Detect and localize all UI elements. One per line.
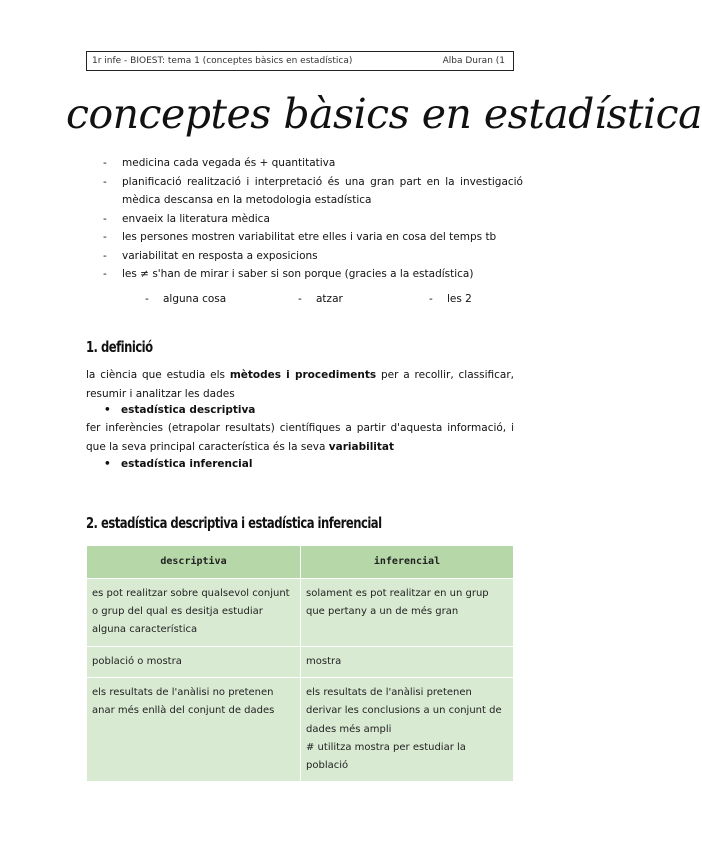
sub-item: - alguna cosa	[145, 293, 227, 305]
bold-text: mètodes i procediments	[229, 369, 377, 381]
table-cell: els resultats de l'anàlisi no pretenen anar més enllà del conjunt de dades	[87, 678, 301, 782]
table-row	[87, 579, 514, 647]
page-title: conceptes bàsics en estadística	[66, 90, 702, 138]
page-header	[86, 51, 514, 71]
bullet-descriptiva: • estadística descriptiva	[104, 404, 256, 416]
table-cell: població o mostra	[87, 647, 301, 678]
text-run: la ciència que estudia els	[86, 369, 230, 381]
sub-item: - les 2	[429, 293, 472, 305]
sub-item-label: les 2	[447, 293, 472, 305]
comparison-table	[86, 545, 514, 782]
cell-note: # utilitza mostra per estudiar la població	[306, 741, 466, 772]
list-item: - variabilitat en resposta a exposicions	[103, 247, 523, 266]
sub-item: - atzar	[298, 293, 343, 305]
inferential-paragraph	[86, 419, 514, 456]
table-header: descriptiva	[87, 546, 301, 579]
section-heading-comparison: 2. estadística descriptiva i estadística inferencial	[86, 514, 382, 532]
header-author: Alba Duran (1	[442, 56, 505, 66]
list-item: - envaeix la literatura mèdica	[103, 210, 523, 229]
intro-list	[103, 154, 523, 284]
table-row	[87, 678, 514, 782]
table-cell	[301, 678, 514, 782]
text-run: fer inferències (etrapolar resultats) científiques a partir d'aquesta informació, i que la seva principal característica és la seva	[86, 422, 514, 453]
list-item: - planificació realització i interpretació és una gran part en la investigació mèdica descansa en la metodologia estadística	[103, 173, 523, 210]
sub-item-label: atzar	[316, 293, 343, 305]
table-cell: mostra	[301, 647, 514, 678]
bold-text: variabilitat	[328, 440, 395, 453]
bullet-label: estadística descriptiva	[121, 404, 256, 416]
list-item: - les ≠ s'han de mirar i saber si son porque (gracies a la estadística)	[103, 265, 523, 284]
bullet-label: estadística inferencial	[121, 458, 253, 470]
section-heading-definicio: 1. definició	[86, 338, 153, 356]
table-cell: es pot realitzar sobre qualsevol conjunt o grup del qual es desitja estudiar alguna característica	[87, 579, 301, 647]
list-item: - les persones mostren variabilitat etre elles i varia en cosa del temps tb	[103, 228, 523, 247]
text-run: per a recollir, classificar, resumir i analitzar les dades	[86, 369, 514, 400]
bullet-inferencial: • estadística inferencial	[104, 458, 253, 470]
table-cell: solament es pot realitzar en un grup que pertany a un de més gran	[301, 579, 514, 647]
table-row	[87, 647, 514, 678]
table-header-row	[87, 546, 514, 579]
definition-paragraph	[86, 366, 514, 403]
header-course: 1r infe - BIOEST: tema 1 (conceptes bàsics en estadística)	[92, 56, 353, 66]
table-header: inferencial	[301, 546, 514, 579]
sub-item-label: alguna cosa	[163, 293, 227, 305]
list-item: - medicina cada vegada és + quantitativa	[103, 154, 523, 173]
cell-text: els resultats de l'anàlisi pretenen derivar les conclusions a un conjunt de dades més ampli	[306, 687, 502, 735]
